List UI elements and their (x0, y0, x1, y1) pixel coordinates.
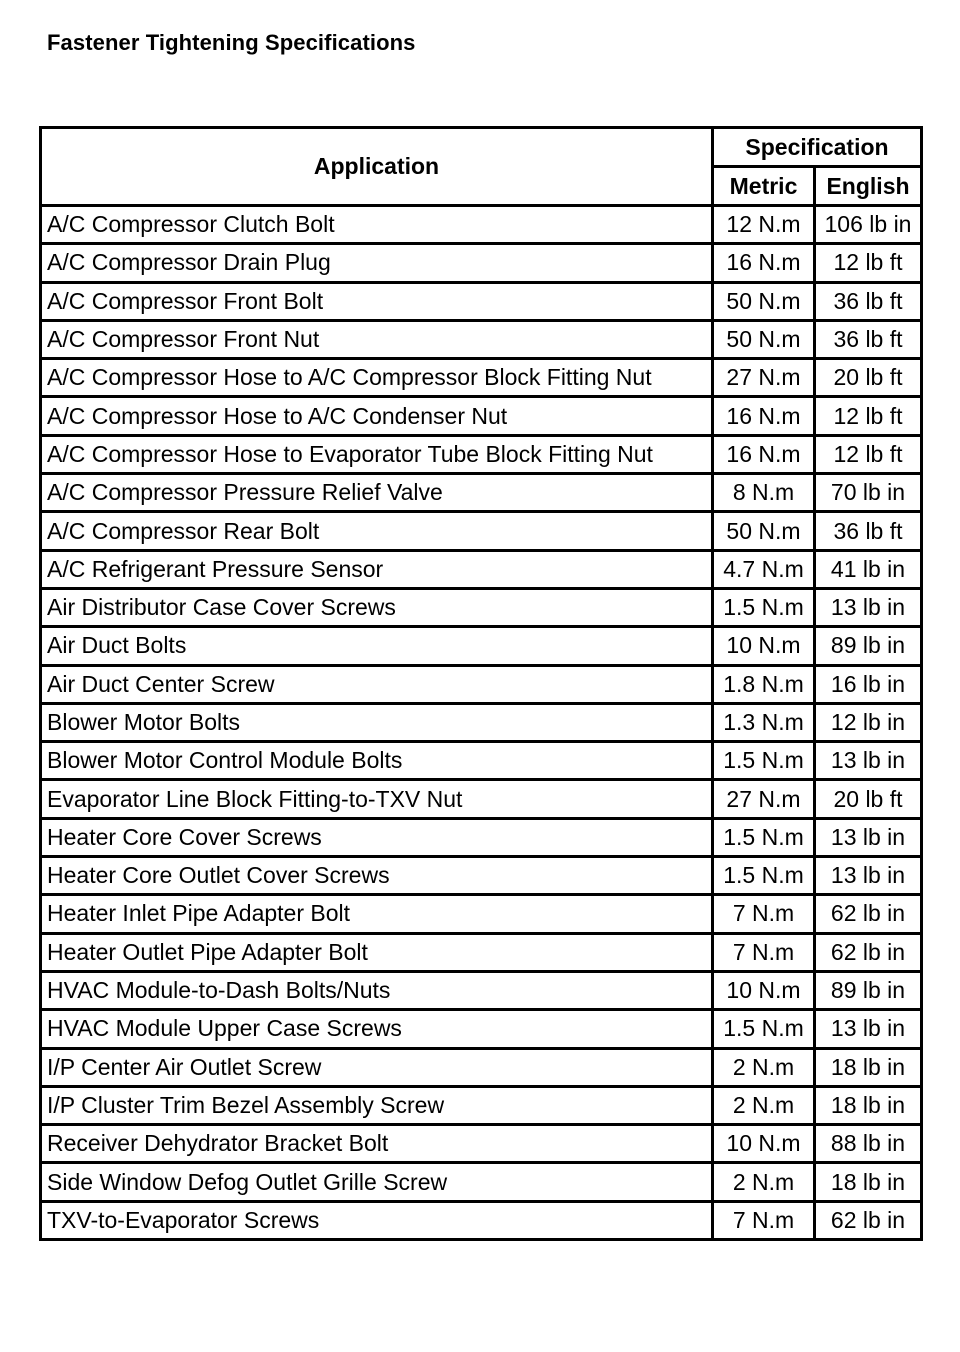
metric-cell: 8 N.m (713, 474, 815, 512)
application-cell: Air Duct Center Screw (41, 665, 713, 703)
table-row (41, 971, 922, 1009)
application-cell: Side Window Defog Outlet Grille Screw (41, 1163, 713, 1201)
application-cell: Heater Inlet Pipe Adapter Bolt (41, 895, 713, 933)
table-row (41, 320, 922, 358)
application-cell: Heater Outlet Pipe Adapter Bolt (41, 933, 713, 971)
metric-cell: 12 N.m (713, 206, 815, 244)
metric-cell: 2 N.m (713, 1048, 815, 1086)
table-header-row (41, 128, 922, 167)
english-cell: 88 lb in (815, 1125, 922, 1163)
metric-cell: 1.5 N.m (713, 588, 815, 626)
english-cell: 12 lb ft (815, 244, 922, 282)
table-row (41, 244, 922, 282)
application-cell: Heater Core Cover Screws (41, 818, 713, 856)
english-cell: 36 lb ft (815, 282, 922, 320)
application-cell: A/C Compressor Pressure Relief Valve (41, 474, 713, 512)
table-row (41, 206, 922, 244)
application-cell: Air Distributor Case Cover Screws (41, 588, 713, 626)
metric-cell: 50 N.m (713, 320, 815, 358)
english-cell: 16 lb in (815, 665, 922, 703)
metric-cell: 10 N.m (713, 1125, 815, 1163)
table-row (41, 1010, 922, 1048)
application-cell: A/C Compressor Drain Plug (41, 244, 713, 282)
metric-cell: 1.5 N.m (713, 742, 815, 780)
metric-cell: 7 N.m (713, 1201, 815, 1239)
metric-cell: 16 N.m (713, 435, 815, 473)
application-cell: A/C Compressor Hose to A/C Compressor Block Fitting Nut (41, 359, 713, 397)
table-row (41, 1201, 922, 1239)
page-title: Fastener Tightening Specifications (47, 30, 416, 55)
table-row (41, 397, 922, 435)
metric-column-header: Metric (713, 167, 815, 206)
table-row (41, 282, 922, 320)
metric-cell: 16 N.m (713, 397, 815, 435)
english-cell: 18 lb in (815, 1048, 922, 1086)
english-cell: 106 lb in (815, 206, 922, 244)
metric-cell: 1.8 N.m (713, 665, 815, 703)
table-body (41, 206, 922, 1240)
english-cell: 89 lb in (815, 627, 922, 665)
english-cell: 12 lb ft (815, 435, 922, 473)
english-cell: 18 lb in (815, 1086, 922, 1124)
english-cell: 13 lb in (815, 742, 922, 780)
table-row (41, 895, 922, 933)
table-row (41, 588, 922, 626)
application-cell: TXV-to-Evaporator Screws (41, 1201, 713, 1239)
metric-cell: 10 N.m (713, 627, 815, 665)
english-cell: 62 lb in (815, 933, 922, 971)
application-cell: A/C Compressor Hose to A/C Condenser Nut (41, 397, 713, 435)
table-row (41, 818, 922, 856)
table-row (41, 1125, 922, 1163)
metric-cell: 50 N.m (713, 512, 815, 550)
english-cell: 89 lb in (815, 971, 922, 1009)
application-cell: A/C Refrigerant Pressure Sensor (41, 550, 713, 588)
english-cell: 70 lb in (815, 474, 922, 512)
metric-cell: 1.5 N.m (713, 818, 815, 856)
metric-cell: 4.7 N.m (713, 550, 815, 588)
fastener-spec-table (39, 126, 923, 1241)
english-cell: 12 lb in (815, 703, 922, 741)
table-row (41, 359, 922, 397)
table-row (41, 703, 922, 741)
table-row (41, 665, 922, 703)
english-cell: 12 lb ft (815, 397, 922, 435)
english-cell: 20 lb ft (815, 359, 922, 397)
table-row (41, 1086, 922, 1124)
table-row (41, 627, 922, 665)
specification-column-header: Specification (713, 128, 922, 167)
english-cell: 36 lb ft (815, 320, 922, 358)
application-cell: Blower Motor Control Module Bolts (41, 742, 713, 780)
application-cell: A/C Compressor Rear Bolt (41, 512, 713, 550)
application-cell: A/C Compressor Hose to Evaporator Tube Block Fitting Nut (41, 435, 713, 473)
application-cell: I/P Cluster Trim Bezel Assembly Screw (41, 1086, 713, 1124)
english-cell: 13 lb in (815, 818, 922, 856)
table-row (41, 435, 922, 473)
metric-cell: 1.5 N.m (713, 857, 815, 895)
metric-cell: 1.3 N.m (713, 703, 815, 741)
metric-cell: 50 N.m (713, 282, 815, 320)
english-cell: 41 lb in (815, 550, 922, 588)
table-row (41, 1163, 922, 1201)
application-cell: HVAC Module Upper Case Screws (41, 1010, 713, 1048)
english-cell: 62 lb in (815, 895, 922, 933)
english-cell: 13 lb in (815, 857, 922, 895)
metric-cell: 7 N.m (713, 895, 815, 933)
application-cell: A/C Compressor Front Bolt (41, 282, 713, 320)
metric-cell: 27 N.m (713, 359, 815, 397)
table-row (41, 1048, 922, 1086)
metric-cell: 27 N.m (713, 780, 815, 818)
application-cell: HVAC Module-to-Dash Bolts/Nuts (41, 971, 713, 1009)
application-cell: Air Duct Bolts (41, 627, 713, 665)
application-cell: Receiver Dehydrator Bracket Bolt (41, 1125, 713, 1163)
application-cell: Evaporator Line Block Fitting-to-TXV Nut (41, 780, 713, 818)
table-row (41, 857, 922, 895)
application-column-header: Application (41, 128, 713, 206)
metric-cell: 2 N.m (713, 1163, 815, 1201)
metric-cell: 16 N.m (713, 244, 815, 282)
english-cell: 62 lb in (815, 1201, 922, 1239)
table-row (41, 512, 922, 550)
english-cell: 20 lb ft (815, 780, 922, 818)
english-cell: 13 lb in (815, 1010, 922, 1048)
table-row (41, 780, 922, 818)
english-column-header: English (815, 167, 922, 206)
application-cell: I/P Center Air Outlet Screw (41, 1048, 713, 1086)
english-cell: 18 lb in (815, 1163, 922, 1201)
application-cell: Heater Core Outlet Cover Screws (41, 857, 713, 895)
application-cell: A/C Compressor Clutch Bolt (41, 206, 713, 244)
metric-cell: 2 N.m (713, 1086, 815, 1124)
table-row (41, 742, 922, 780)
application-cell: A/C Compressor Front Nut (41, 320, 713, 358)
english-cell: 13 lb in (815, 588, 922, 626)
table-row (41, 933, 922, 971)
table-row (41, 550, 922, 588)
metric-cell: 7 N.m (713, 933, 815, 971)
metric-cell: 1.5 N.m (713, 1010, 815, 1048)
application-cell: Blower Motor Bolts (41, 703, 713, 741)
table-row (41, 474, 922, 512)
english-cell: 36 lb ft (815, 512, 922, 550)
metric-cell: 10 N.m (713, 971, 815, 1009)
